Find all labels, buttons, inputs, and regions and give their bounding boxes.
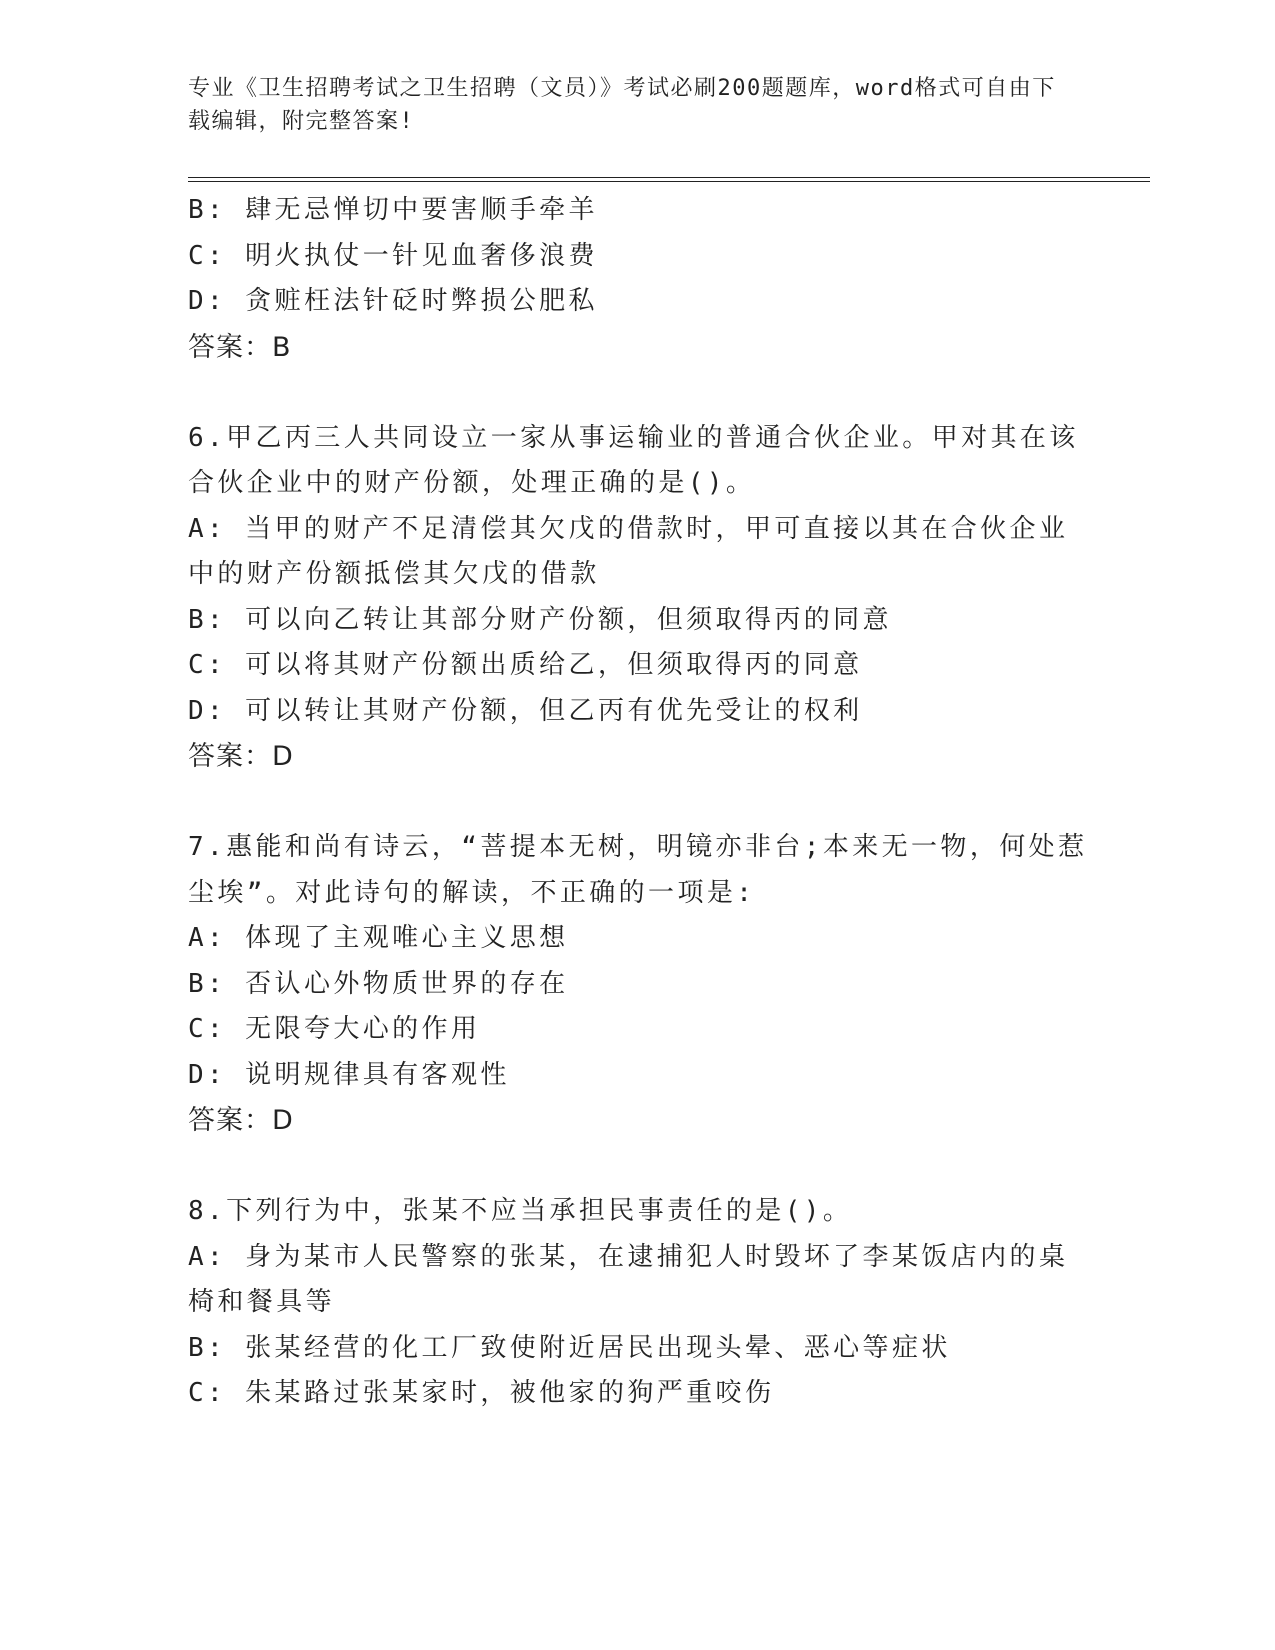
document-header: 专业《卫生招聘考试之卫生招聘（文员）》考试必刷200题题库，word格式可自由下载编辑，附完整答案! — [188, 76, 1056, 134]
answer-line: 答案：D — [188, 741, 294, 772]
option-c: C: 无限夸大心的作用 — [188, 1014, 481, 1044]
question-content — [188, 188, 1088, 1417]
option-b: B: 否认心外物质世界的存在 — [188, 968, 569, 999]
option-b: B: 张某经营的化工厂致使附近居民出现头晕、恶心等症状 — [188, 1332, 951, 1363]
option-a: A: 当甲的财产不足清偿其欠戊的借款时，甲可直接以其在合伙企业中的财产份额抵偿其欠戊的借款 — [188, 513, 1069, 589]
option-c: C: 朱某路过张某家时，被他家的狗严重咬伤 — [188, 1378, 775, 1408]
header-rule-top — [188, 177, 1150, 178]
option-d: D: 贪赃枉法针砭时弊损公肥私 — [188, 286, 598, 316]
option-a: A: 身为某市人民警察的张某，在逮捕犯人时毁坏了李某饭店内的桌椅和餐具等 — [188, 1241, 1069, 1317]
spacer — [188, 780, 1088, 826]
option-c: C: 可以将其财产份额出质给乙，但须取得丙的同意 — [188, 650, 863, 680]
option-c: C: 明火执仗一针见血奢侈浪费 — [188, 240, 598, 271]
question-block-7 — [188, 825, 1088, 1144]
answer-line: 答案：B — [188, 331, 292, 363]
answer-line: 答案：D — [188, 1105, 294, 1136]
question-stem: 6.甲乙丙三人共同设立一家从事运输业的普通合伙企业。甲对其在该合伙企业中的财产份额，处理正确的是()。 — [188, 422, 1079, 498]
option-a: A: 体现了主观唯心主义思想 — [188, 923, 569, 953]
question-block-6 — [188, 416, 1088, 780]
question-stem: 8.下列行为中，张某不应当承担民事责任的是()。 — [188, 1196, 853, 1226]
question-stem: 7.惠能和尚有诗云，“菩提本无树，明镜亦非台;本来无一物，何处惹尘埃”。对此诗句的解读，不正确的一项是: — [188, 832, 1088, 908]
question-block-8 — [188, 1189, 1088, 1417]
option-b: B: 可以向乙转让其部分财产份额，但须取得丙的同意 — [188, 604, 892, 635]
spacer — [188, 1144, 1088, 1190]
header-rule-bottom — [188, 181, 1150, 182]
spacer — [188, 370, 1088, 416]
option-b: B: 肆无忌惮切中要害顺手牵羊 — [188, 195, 598, 225]
option-d: D: 可以转让其财产份额，但乙丙有优先受让的权利 — [188, 695, 863, 726]
question-block-5-continued — [188, 188, 1088, 370]
option-d: D: 说明规律具有客观性 — [188, 1059, 510, 1090]
